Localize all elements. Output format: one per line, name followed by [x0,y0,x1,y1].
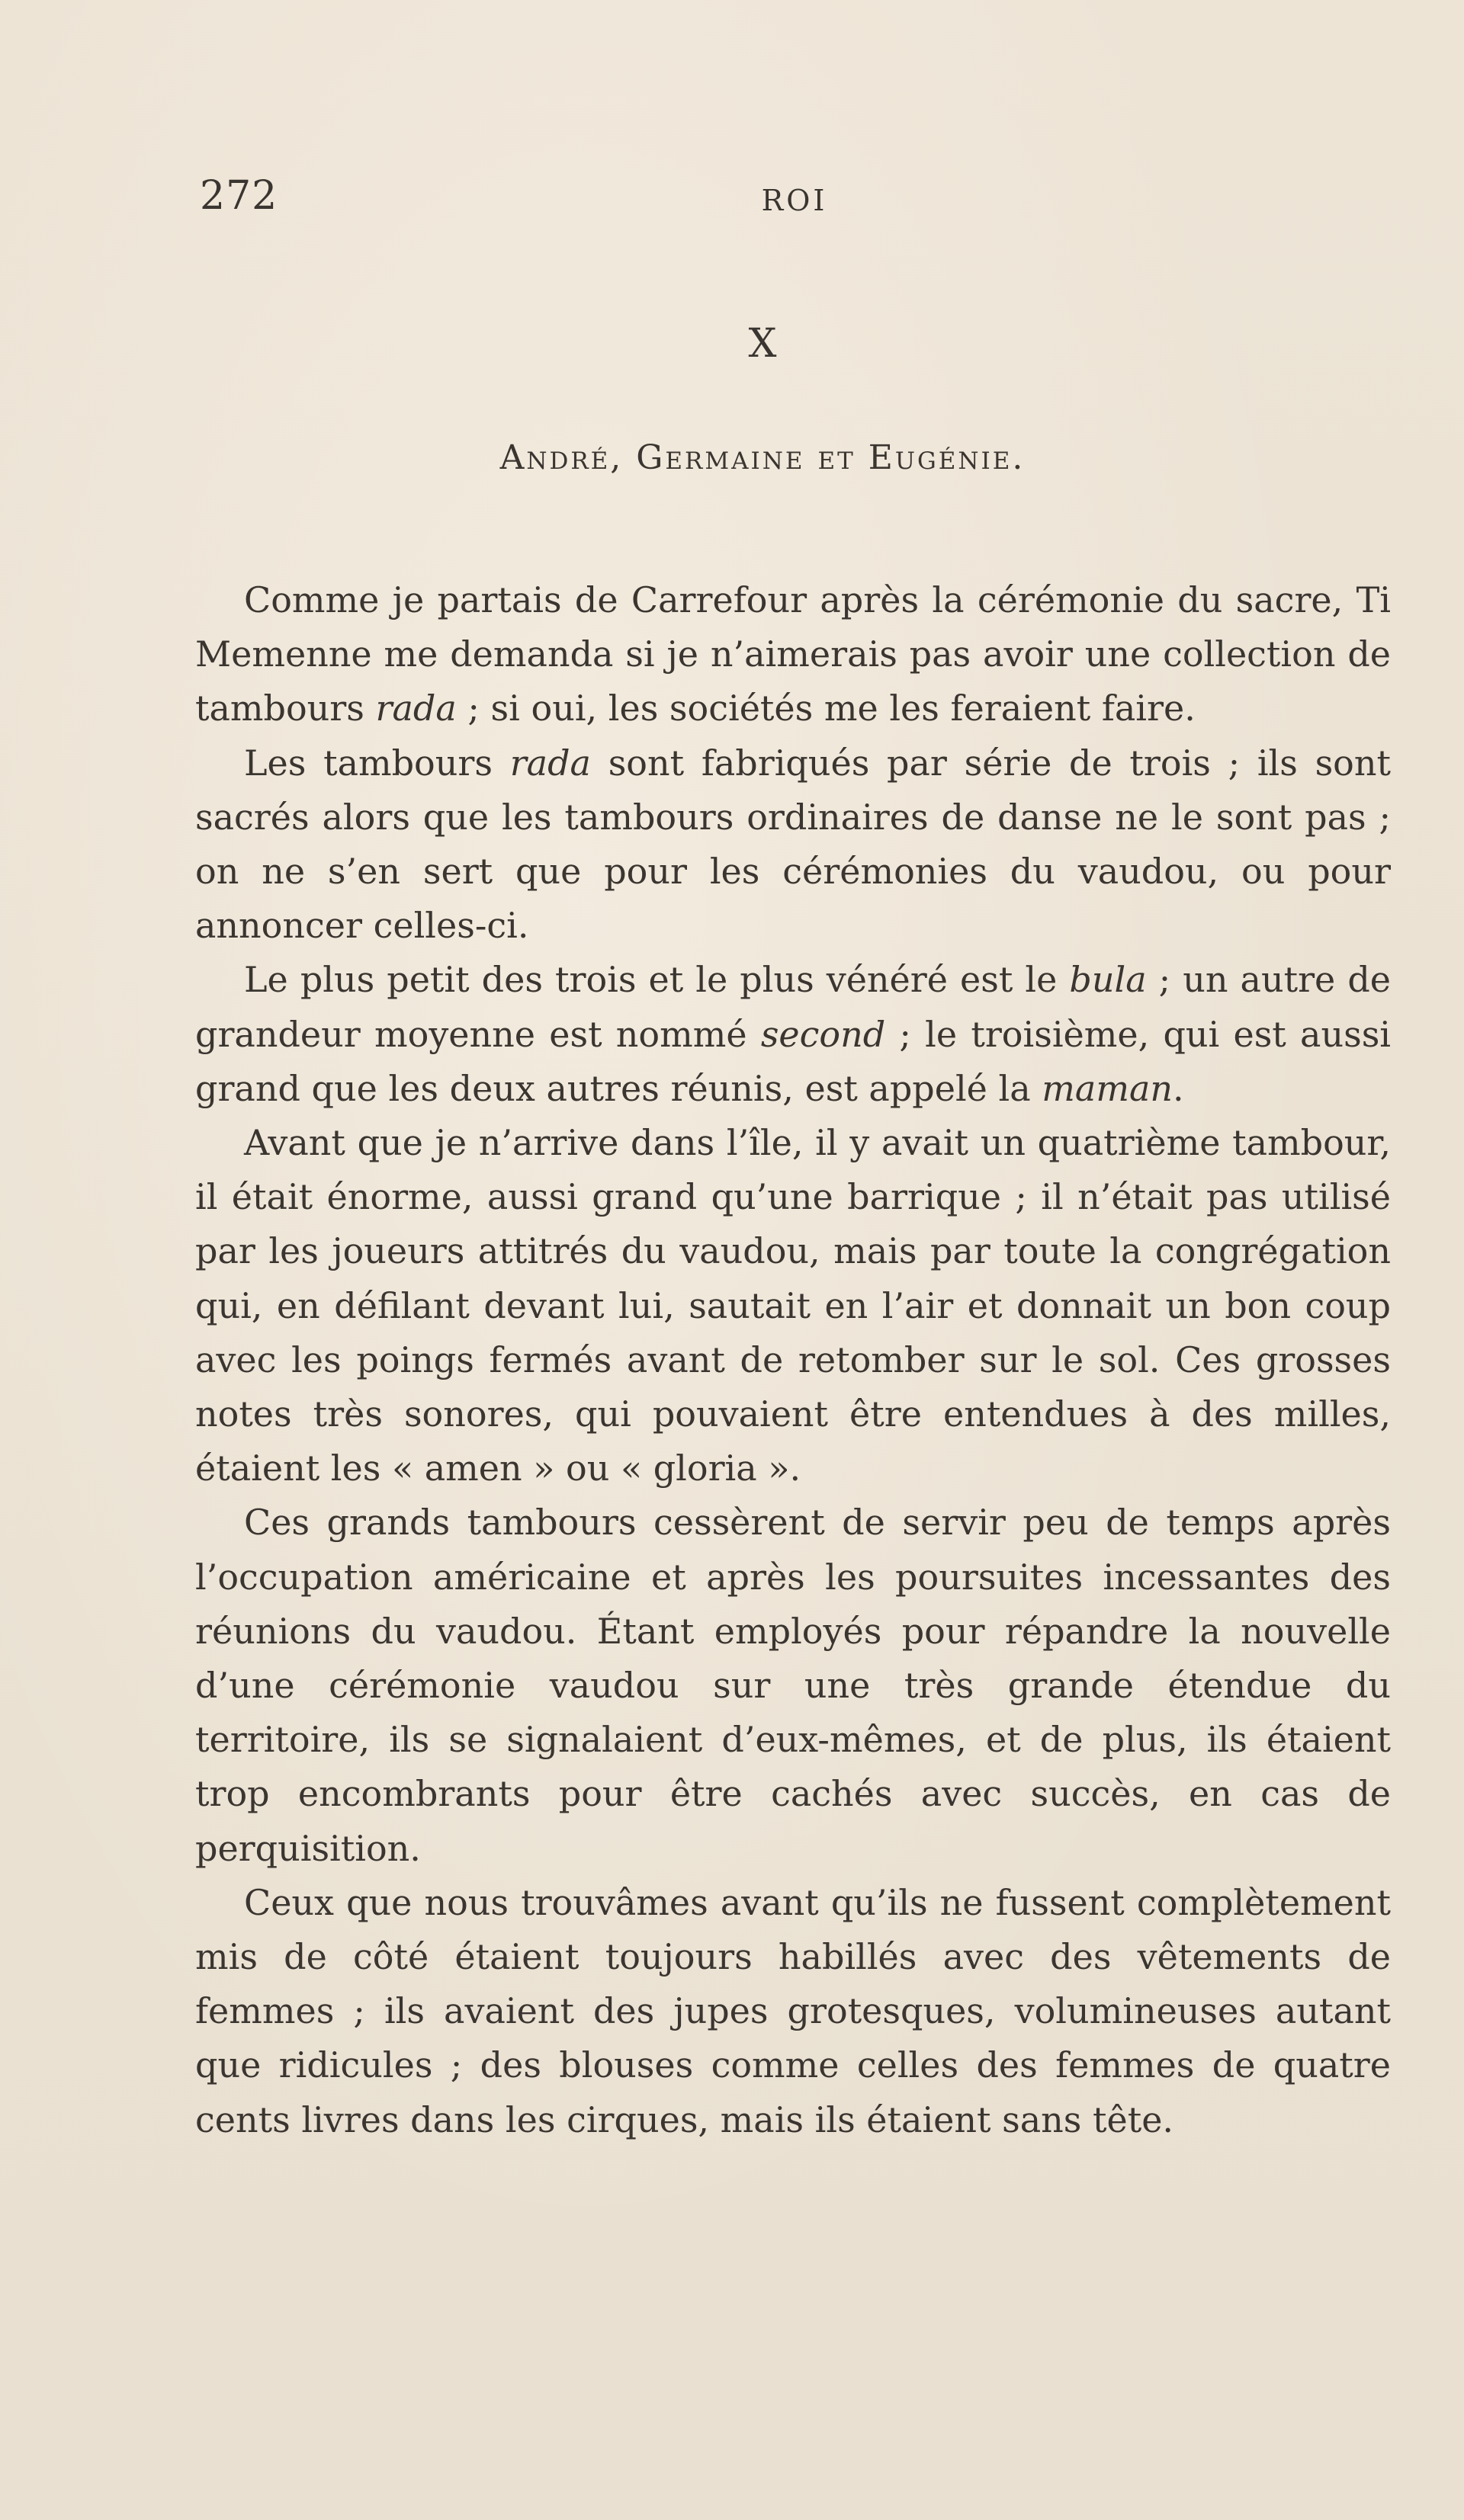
text-run: ; le troisième, qui est aussi grand que les deux autres réunis, est appelé la [195,1013,1392,1109]
text-run: ; si oui, les sociétés me les feraient faire. [456,688,1196,729]
text-run: Comme je partais de Carrefour après la cérémonie du sacre, Ti Memenne me demanda si je n’aimerais pas avoir une collection de tambours [195,579,1391,729]
text-run: sont fabriqués par série de trois ; ils sont sacrés alors que les tambours ordinaires de danse ne le sont pas ; on ne s’en sert que pour les cérémonies du vaudou, ou pour annoncer celles-ci. [195,742,1391,947]
italic-term: second [760,1013,886,1055]
italic-term: rada [509,742,591,784]
paragraph [195,1876,1391,2147]
text-run: Le plus petit des trois et le plus vénéré est le [244,959,1070,1001]
paragraph [195,1116,1391,1496]
body-text [195,573,1391,2147]
text-run: Ces grands tambours cessèrent de servir peu de temps après l’occupation américaine et après les poursuites incessantes des réunions du vaudou. Étant employés pour répandre la nouvelle d’une cérémonie vaudou sur une très grande étendue du territoire, ils se signalaient d’eux-mêmes, et de plus, ils étaient trop encombrants pour être cachés avec succès, en cas de perquisition. [195,1502,1391,1869]
page-number: 272 [200,173,278,219]
page-header [200,169,1389,223]
italic-term: bula [1069,959,1147,1001]
italic-term: rada [375,688,457,729]
chapter-title: André, Germaine et Eugénie. [499,438,1026,477]
italic-term: maman [1042,1067,1173,1109]
text-run: Les tambours [244,742,510,784]
text-run: Ceux que nous trouvâmes avant qu’ils ne fussent complètement mis de côté étaient toujours habillés avec des vêtements de femmes ; ils avaient des jupes grotesques, volumineuses autant que ridicules ; des blouses comme celles des femmes de quatre cents livres dans les cirques, mais ils étaient sans tête. [195,1881,1391,2140]
paragraph [195,1496,1391,1875]
running-head: ROI [761,184,828,217]
paragraph [195,953,1391,1116]
text-run: Avant que je n’arrive dans l’île, il y avait un quatrième tambour, il était énorme, aussi grand qu’une barrique ; il n’était pas utilisé par les joueurs attitrés du vaudou, mais par toute la congrégation qui, en défilant devant lui, sautait en l’air et donnait un bon coup avec les poings fermés avant de retomber sur le sol. Ces grosses notes très sonores, qui pouvaient être entendues à des milles, étaient les « amen » ou « gloria ». [195,1122,1391,1489]
paragraph [195,736,1391,954]
chapter-number: X [748,321,777,367]
text-run: ; un autre de grandeur moyenne est nommé [195,959,1392,1055]
text-run: . [1173,1067,1184,1109]
paragraph [195,573,1391,736]
